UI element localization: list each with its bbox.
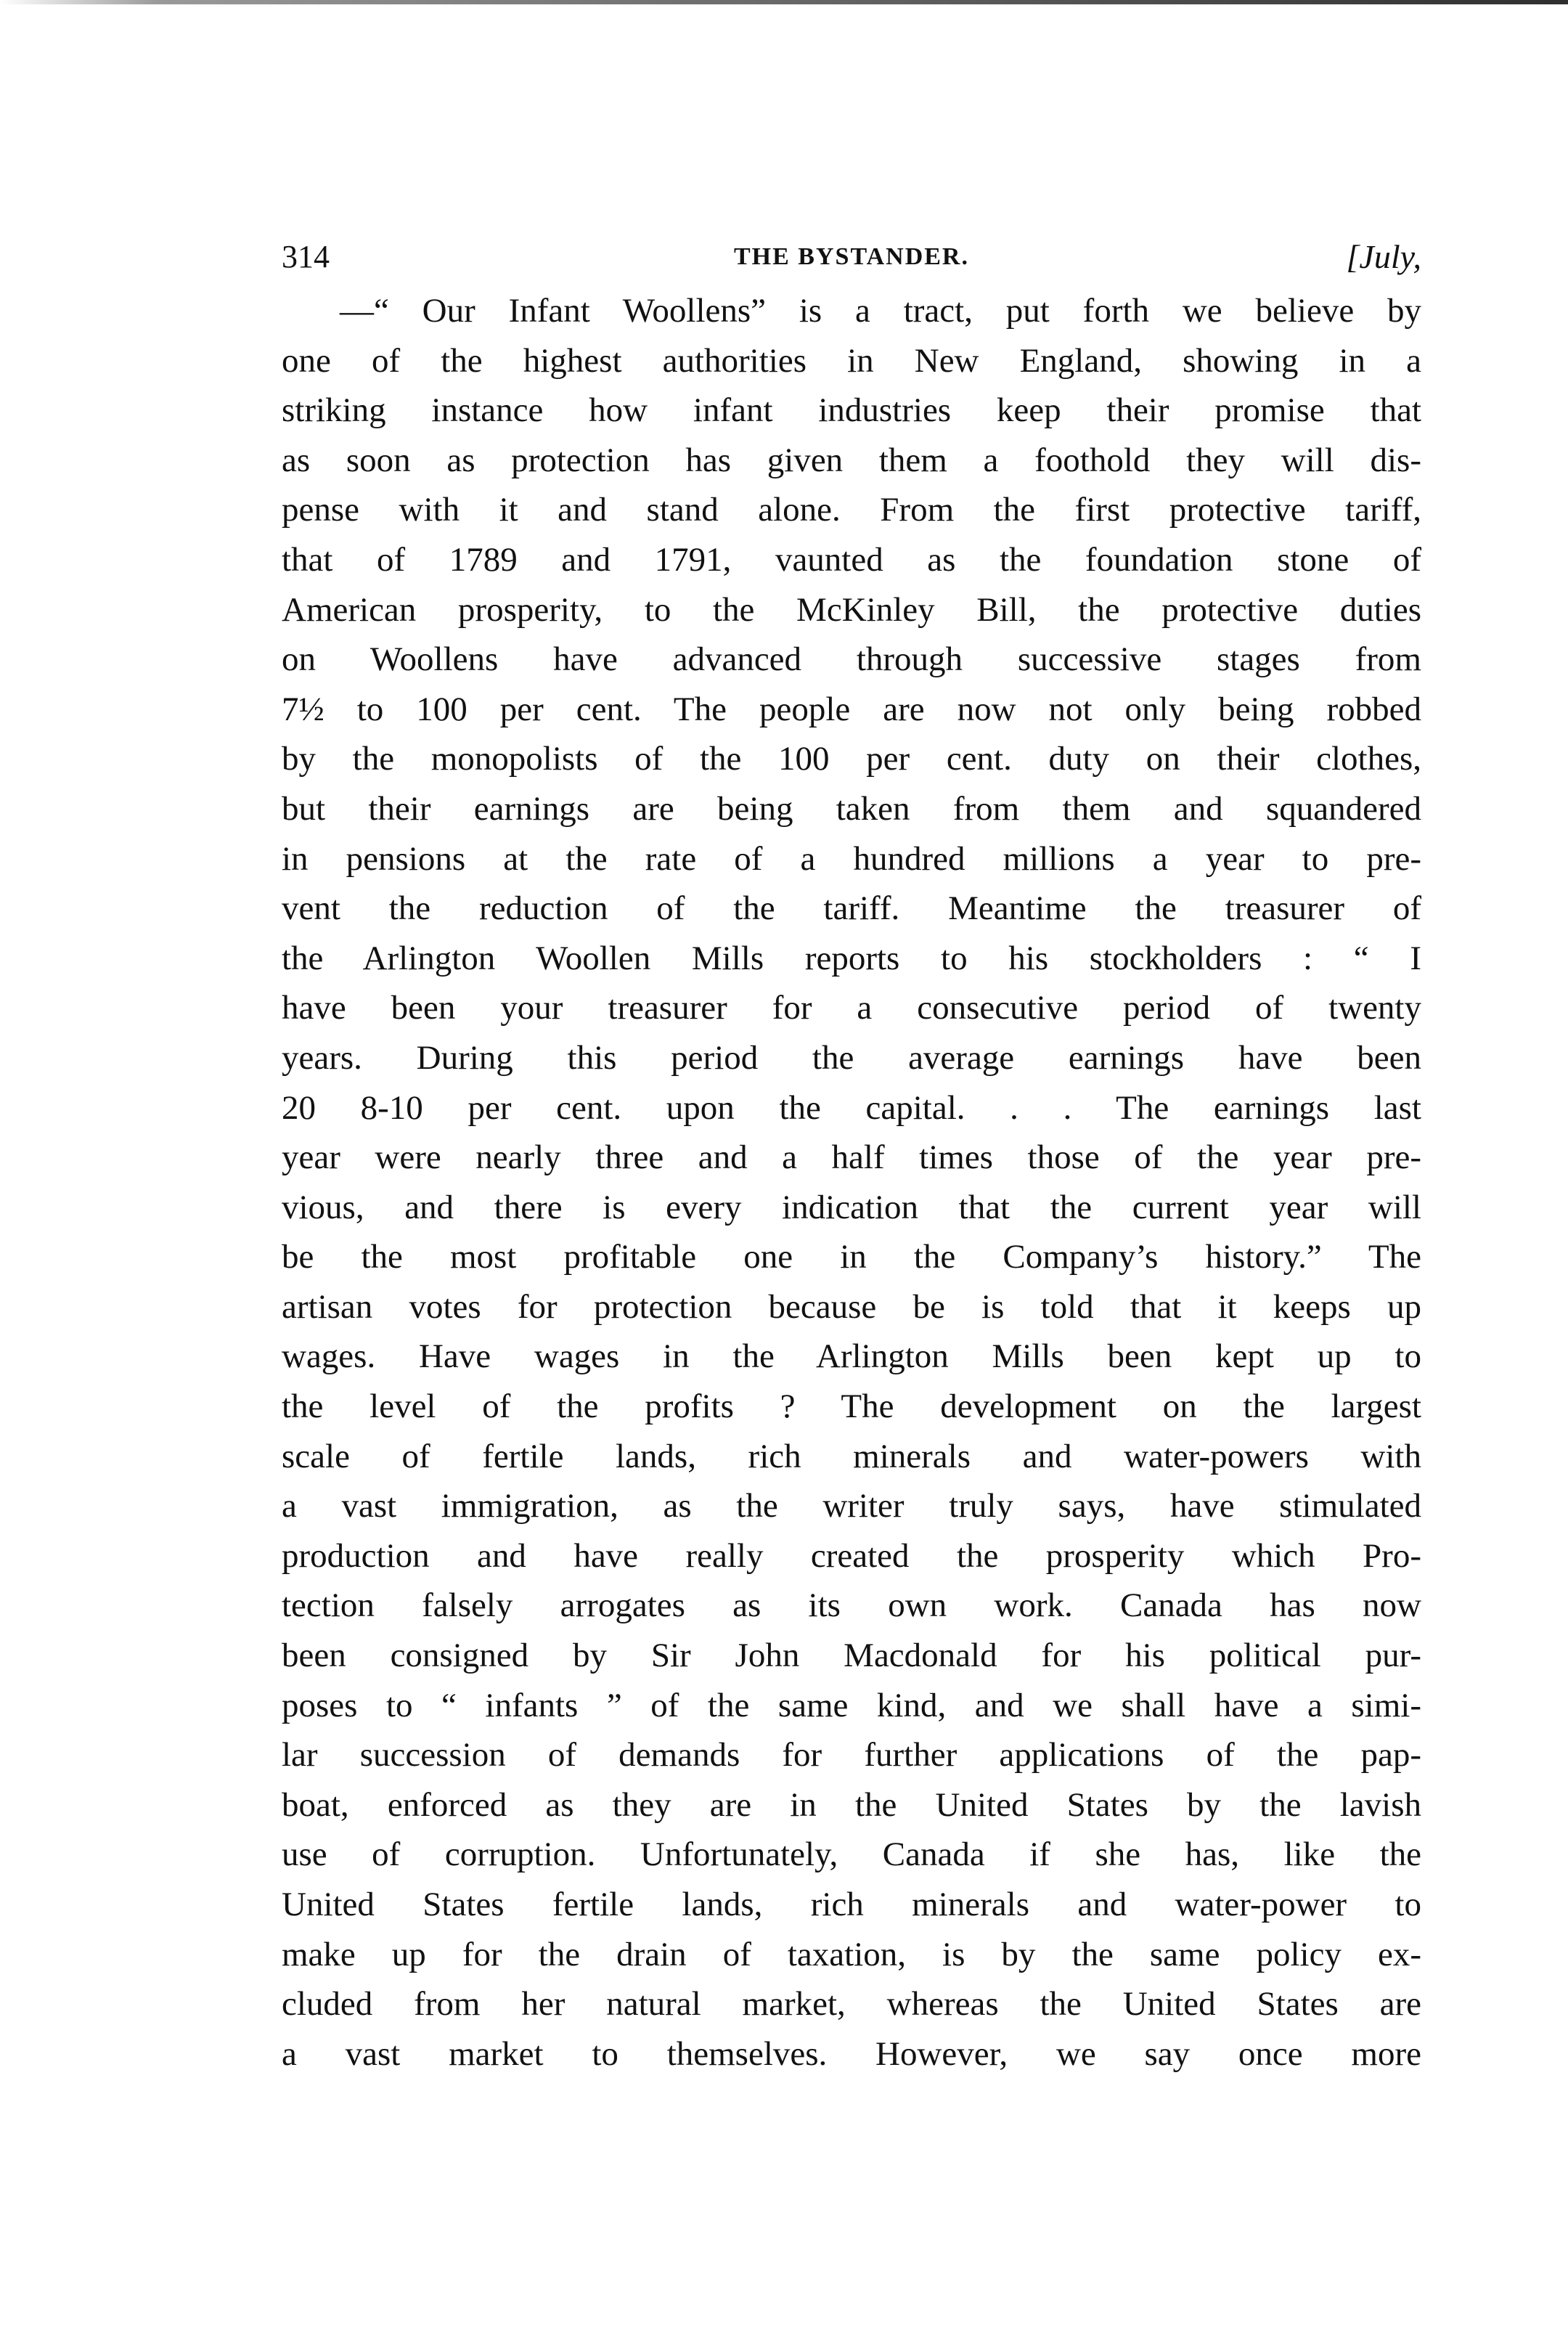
text-line: 7½ to 100 per cent. The people are now not only being robbed <box>282 690 1421 728</box>
text-line: 20 8-10 per cent. upon the capital. . . The earnings last <box>282 1088 1421 1127</box>
text-line: tection falsely arrogates as its own work. Canada has now <box>282 1586 1421 1625</box>
text-line: in pensions at the rate of a hundred millions a year to pre- <box>282 839 1421 878</box>
page-top-edge <box>0 0 1568 4</box>
text-line: be the most profitable one in the Company’s history.” The <box>282 1238 1421 1276</box>
running-head <box>282 231 1421 283</box>
text-line: striking instance how infant industries keep their promise that <box>282 391 1421 430</box>
text-line: the level of the profits ? The development on the largest <box>282 1387 1421 1426</box>
text-line: that of 1789 and 1791, vaunted as the foundation stone of <box>282 540 1421 579</box>
text-line: a vast immigration, as the writer truly says, have stimulated <box>282 1487 1421 1525</box>
text-line: years. During this period the average earnings have been <box>282 1038 1421 1077</box>
text-line: wages. Have wages in the Arlington Mills been kept up to <box>282 1337 1421 1376</box>
text-line: been consigned by Sir John Macdonald for his political pur- <box>282 1637 1421 1675</box>
text-line: poses to “ infants ” of the same kind, and we shall have a simi- <box>282 1686 1421 1724</box>
text-line: cluded from her natural market, whereas the United States are <box>282 1985 1421 2024</box>
text-line: lar succession of demands for further applications of the pap- <box>282 1736 1421 1774</box>
text-line: —“ Our Infant Woollens” is a tract, put forth we believe by <box>340 292 1421 330</box>
text-line: vent the reduction of the tariff. Meantime the treasurer of <box>282 889 1421 928</box>
book-page <box>282 231 1421 2079</box>
text-line: a vast market to themselves. However, we say once more <box>282 2034 1421 2073</box>
running-head-month: [July, <box>1346 238 1421 275</box>
text-line: pense with it and stand alone. From the first protective tariff, <box>282 491 1421 529</box>
text-line: make up for the drain of taxation, is by the same policy ex- <box>282 1935 1421 1973</box>
text-line: one of the highest authorities in New England, showing in a <box>282 341 1421 380</box>
text-line: vious, and there is every indication that the current year will <box>282 1188 1421 1226</box>
text-line: artisan votes for protection because be is told that it keeps up <box>282 1287 1421 1326</box>
text-line: as soon as protection has given them a foothold they will dis- <box>282 441 1421 479</box>
text-line: use of corruption. Unfortunately, Canada if she has, like the <box>282 1835 1421 1874</box>
text-line: year were nearly three and a half times those of the year pre- <box>282 1138 1421 1177</box>
text-line: United States fertile lands, rich minerals and water-power to <box>282 1886 1421 1923</box>
text-line: production and have really created the prosperity which Pro- <box>282 1536 1421 1575</box>
text-line: American prosperity, to the McKinley Bill, the protective duties <box>282 590 1421 629</box>
article-paragraph <box>282 286 1421 2079</box>
text-line: have been your treasurer for a consecutive period of twenty <box>282 989 1421 1027</box>
text-line: boat, enforced as they are in the United States by the lavish <box>282 1785 1421 1824</box>
text-line: by the monopolists of the 100 per cent. duty on their clothes, <box>282 740 1421 778</box>
text-line: but their earnings are being taken from them and squandered <box>282 789 1421 828</box>
text-line: on Woollens have advanced through successive stages from <box>282 640 1421 679</box>
page-number: 314 <box>282 239 330 274</box>
journal-title: THE BYSTANDER. <box>734 243 969 270</box>
text-line: the Arlington Woollen Mills reports to his stockholders : “ I <box>282 939 1421 977</box>
text-line: scale of fertile lands, rich minerals and water-powers with <box>282 1437 1421 1475</box>
